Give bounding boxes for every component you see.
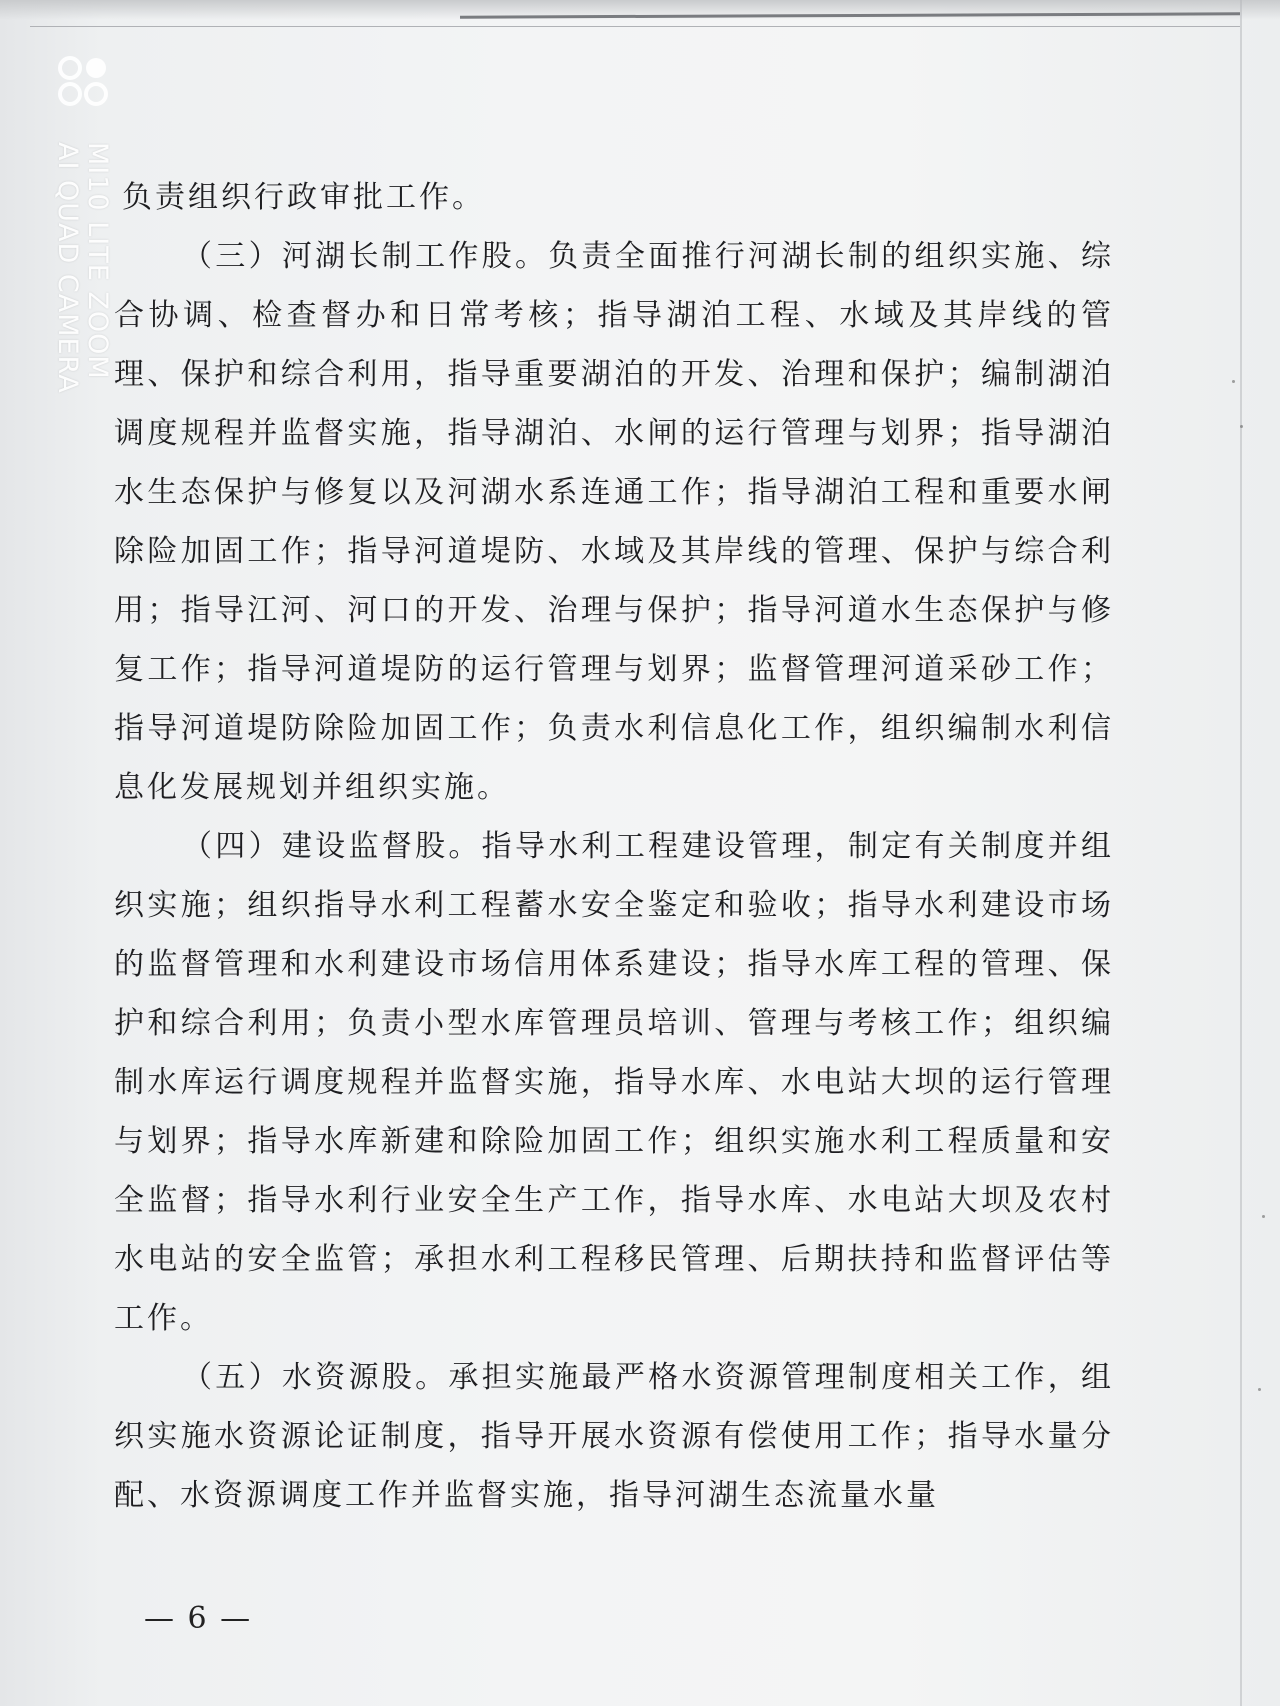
paper-speck [1258, 1388, 1261, 1391]
paragraph-river-lake-chief: （三）河湖长制工作股。负责全面推行河湖长制的组织实施、综合协调、检查督办和日常考核；指导湖泊工程、水域及其岸线的管理、保护和综合利用，指导重要湖泊的开发、治理和保护；编制湖泊调度规程并监督实施，指导湖泊、水闸的运行管理与划界；指导湖泊水生态保护与修复以及河湖水系连通工作；指导湖泊工程和重要水闸除险加固工作；指导河道堤防、水域及其岸线的管理、保护与综合利用；指导江河、河口的开发、治理与保护；指导河道水生态保护与修复工作；指导河道堤防的运行管理与划界；监督管理河道采砂工作；指导河道堤防除险加固工作；负责水利信息化工作，组织编制水利信息化发展规划并组织实施。 [114, 239, 1114, 805]
body-text [114, 168, 1114, 1525]
camera-watermark [52, 50, 112, 420]
page-right-edge [1240, 0, 1242, 1706]
camera-logo-icon [56, 54, 112, 110]
watermark-line-2: AI QUAD CAMERA [52, 142, 83, 394]
paragraph-water-resources: （五）水资源股。承担实施最严格水资源管理制度相关工作，组织实施水资源论证制度，指导开展水资源有偿使用工作；指导水量分配、水资源调度工作并监督实施，指导河湖生态流量水量 [114, 1360, 1114, 1513]
paper-speck [1232, 380, 1235, 383]
page-number: — 6 — [144, 1601, 253, 1636]
paper-speck [1240, 425, 1243, 428]
watermark-text [52, 142, 112, 422]
watermark-line-1: MI10 LITE ZOOM [82, 142, 113, 380]
paper-speck [1262, 1215, 1265, 1218]
paragraph-continuation: 负责组织行政审批工作。 [122, 180, 485, 215]
page-top-edge [30, 26, 1240, 27]
paragraph-construction-supervision: （四）建设监督股。指导水利工程建设管理，制定有关制度并组织实施；组织指导水利工程蓄水安全鉴定和验收；指导水利建设市场的监督管理和水利建设市场信用体系建设；指导水库工程的管理、保护和综合利用；负责小型水库管理员培训、管理与考核工作；组织编制水库运行调度规程并监督实施，指导水库、水电站大坝的运行管理与划界；指导水库新建和除险加固工作；组织实施水利工程质量和安全监督；指导水利行业安全生产工作，指导水库、水电站大坝及农村水电站的安全监管；承担水利工程移民管理、后期扶持和监督评估等工作。 [114, 829, 1114, 1336]
